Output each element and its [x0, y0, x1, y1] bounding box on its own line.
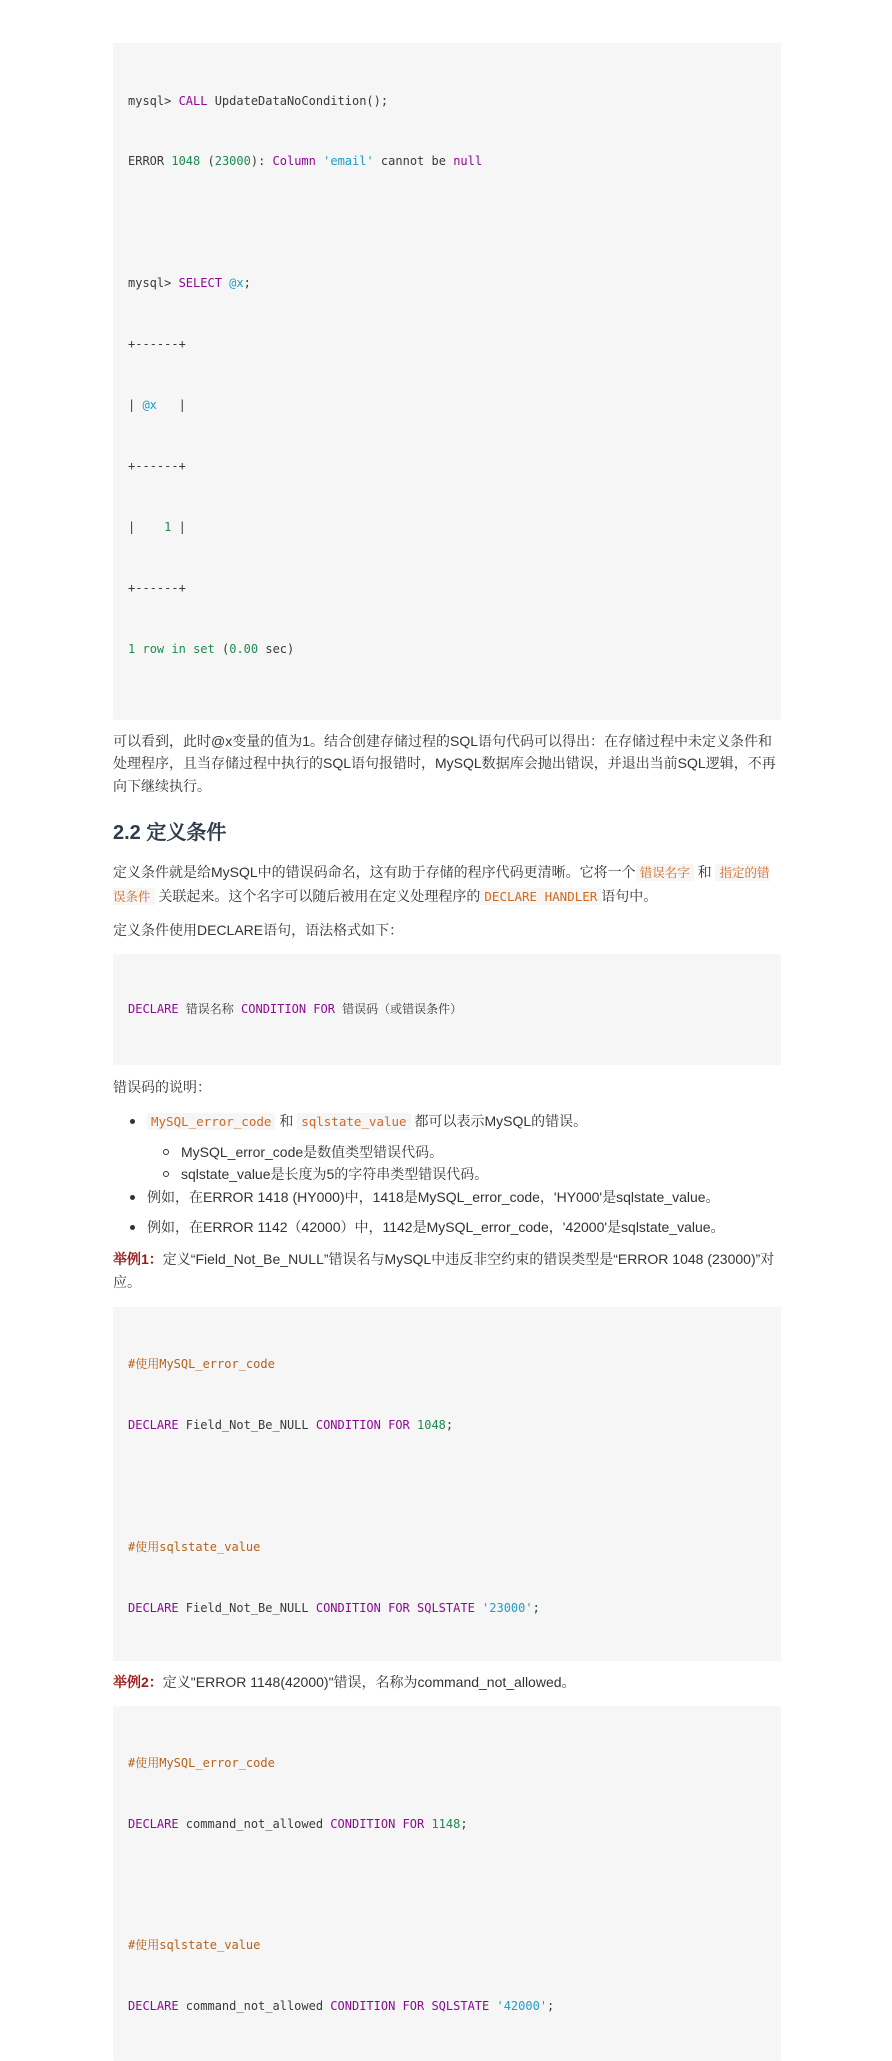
example-label: 举例2：: [113, 1673, 163, 1690]
code-line: | 1 |: [128, 519, 186, 534]
inline-code-error-condition: 指定的错误条件: [113, 865, 770, 904]
code-comment: #使用sqlstate_value: [128, 1938, 261, 1953]
code-block-call-result: [113, 43, 781, 720]
code-comment: #使用MySQL_error_code: [128, 1357, 275, 1372]
text-span: 定义“Field_Not_Be_NULL”错误名与MySQL中违反非空约束的错误类型是“ERROR 1048 (23000)”对应。: [113, 1251, 775, 1290]
document-page: [113, 43, 781, 2061]
sub-list-item: MySQL_error_code是数值类型错误代码。: [113, 1141, 781, 1163]
code-block-example-1: [113, 1307, 781, 1660]
text-span: 都可以表示MySQL的错误。: [414, 1113, 588, 1130]
code-line: ERROR 1048 (23000): Column 'email' cannot be null: [128, 154, 483, 169]
code-line: mysql> SELECT @x;: [128, 276, 251, 291]
code-line: +------+: [128, 580, 186, 595]
inline-code-sqlstate-value: sqlstate_value: [297, 1113, 410, 1130]
sub-list-item: sqlstate_value是长度为5的字符串类型错误代码。: [113, 1163, 781, 1185]
example-label: 举例1：: [113, 1251, 163, 1268]
code-comment: #使用MySQL_error_code: [128, 1755, 275, 1770]
code-line: DECLARE 错误名称 CONDITION FOR 错误码（或错误条件）: [128, 1002, 463, 1017]
text-span: 语句中。: [601, 887, 658, 904]
code-line: [128, 1874, 766, 1894]
inline-code-declare-handler: DECLARE HANDLER: [480, 888, 601, 905]
code-line: DECLARE Field_Not_Be_NULL CONDITION FOR 1048;: [128, 1417, 454, 1432]
code-line: DECLARE command_not_allowed CONDITION FOR 1148;: [128, 1816, 468, 1831]
text-span: 定义"ERROR 1148(42000)"错误，名称为command_not_allowed。: [162, 1673, 576, 1690]
paragraph-error-code-intro: 错误码的说明：: [113, 1078, 211, 1095]
list-item: 例如，在ERROR 1142（42000）中，1142是MySQL_error_code，'42000'是sqlstate_value。: [113, 1216, 781, 1238]
code-block-syntax: [113, 954, 781, 1065]
code-comment: #使用sqlstate_value: [128, 1539, 261, 1554]
code-block-example-2: [113, 1706, 781, 2061]
paragraph-result-explanation: 可以看到，此时@x变量的值为1。结合创建存储过程的SQL语句代码可以得出：在存储过程中未定义条件和处理程序，且当存储过程中执行的SQL语句报错时，MySQL数据库会抛出错误，并退出当前SQL逻辑，不再向下继续执行。: [113, 732, 776, 794]
code-line: 1 row in set (0.00 sec): [128, 641, 295, 656]
code-line: [128, 212, 766, 232]
paragraph-define-condition: [113, 861, 781, 908]
text-span: 定义条件就是给MySQL中的错误码命名，这有助于存储的程序代码更清晰。它将一个: [113, 864, 636, 880]
code-line: mysql> CALL UpdateDataNoCondition();: [128, 93, 389, 108]
text-span: 和: [279, 1113, 294, 1130]
inline-code-mysql-error-code: MySQL_error_code: [147, 1113, 275, 1130]
paragraph-syntax-intro: 定义条件使用DECLARE语句，语法格式如下：: [113, 922, 404, 938]
error-code-list: [113, 1110, 781, 1238]
code-line: DECLARE Field_Not_Be_NULL CONDITION FOR SQLSTATE '23000';: [128, 1600, 540, 1615]
text-span: 关联起来。这个名字可以随后被用在定义处理程序的: [158, 887, 481, 904]
code-line: [128, 1476, 766, 1496]
code-line: DECLARE command_not_allowed CONDITION FOR SQLSTATE '42000';: [128, 1999, 555, 2014]
inline-code-error-name: 错误名字: [636, 864, 694, 881]
code-line: | @x |: [128, 398, 186, 413]
paragraph-example-1: [113, 1248, 781, 1293]
code-line: +------+: [128, 337, 186, 352]
paragraph-example-2: [113, 1671, 781, 1694]
section-heading: 2.2 定义条件: [113, 822, 227, 844]
list-item: 例如，在ERROR 1418 (HY000)中，1418是MySQL_error_code，'HY000'是sqlstate_value。: [113, 1186, 781, 1208]
code-line: +------+: [128, 458, 186, 473]
text-span: 和: [697, 864, 712, 880]
list-item: [113, 1110, 781, 1133]
